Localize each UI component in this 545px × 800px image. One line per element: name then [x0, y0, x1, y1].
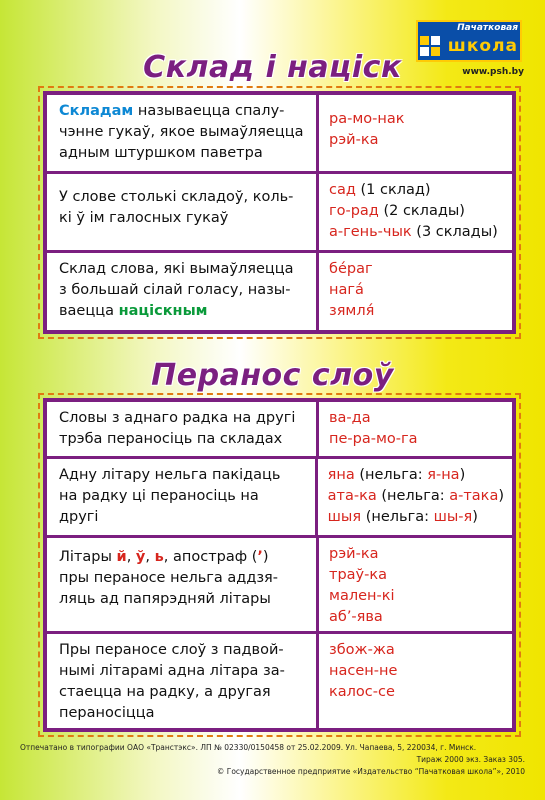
- section1-table: [43, 91, 516, 334]
- table-row: [47, 538, 512, 634]
- logo-line1: Пачатковая: [457, 23, 518, 33]
- table-row: [47, 253, 512, 331]
- rule-text: У слове столькі складоў, коль- кі ў ім галосных гукаў: [47, 174, 319, 250]
- logo-line2: школа: [447, 36, 518, 56]
- table-row: [47, 174, 512, 253]
- example-text: бе́раг нага́ зямля́: [329, 261, 375, 319]
- example-text: сад (1 склад) го-рад (2 склады) а-гень-чык (3 склады): [329, 182, 498, 240]
- example-text: рэй-ка траў-ка мален-кі аб’-ява: [329, 546, 395, 625]
- example-text: збож-жа насен-не калос-се: [329, 642, 398, 700]
- rule-text: Склад слова, які вымаўляецца з большай сілай голасу, назы- ваецца націскным: [47, 253, 319, 331]
- imprint-line: Отпечатано в типографии ОАО «Транстэкс». ЛП № 02330/0150458 от 25.02.2009. Ул. Чапаева, 5, 220034, г. Минск.: [20, 743, 477, 752]
- publisher-url: www.psh.by: [462, 67, 524, 77]
- example-text: яна (нельга: я-на) ата-ка (нельга: а-така) шыя (нельга: шы-я): [327, 467, 504, 525]
- rule-text: Словы з аднаго радка на другі трэба пераносіць па складах: [47, 402, 319, 456]
- section1-title: Склад і націск: [143, 50, 402, 85]
- term-highlight: націскным: [118, 303, 208, 319]
- example-text: ва-да пе-ра-мо-га: [329, 410, 418, 447]
- copyright-line: © Государственное предприятие «Издательство “Пачатковая школа”», 2010: [216, 767, 525, 776]
- table-row: [47, 634, 512, 728]
- table-row: [47, 459, 512, 538]
- rule-text: Літары й, ў, ь, апостраф (ʼ) пры пераносе нельга аддзя- ляць ад папярэдняй літары: [47, 538, 319, 631]
- term-highlight: Складам: [59, 103, 134, 119]
- print-run-line: Тираж 2000 экз. Заказ 305.: [416, 755, 525, 764]
- section2-title: Перанос слоў: [151, 358, 394, 393]
- rule-text: Пры пераносе слоў з падвой- нымі літарамі адна літара за- стаецца на радку, а другая пераносіцца: [47, 634, 319, 728]
- rule-text: Складам называецца спалу- чэнне гукаў, якое вымаўляецца адным штуршком паветра: [47, 95, 319, 171]
- rule-text: Адну літару нельга пакідаць на радку ці пераносіць на другі: [47, 459, 318, 535]
- example-text: ра-мо-нак рэй-ка: [329, 111, 405, 148]
- table-row: [47, 95, 512, 174]
- table-row: [47, 402, 512, 459]
- section2-table: [43, 398, 516, 732]
